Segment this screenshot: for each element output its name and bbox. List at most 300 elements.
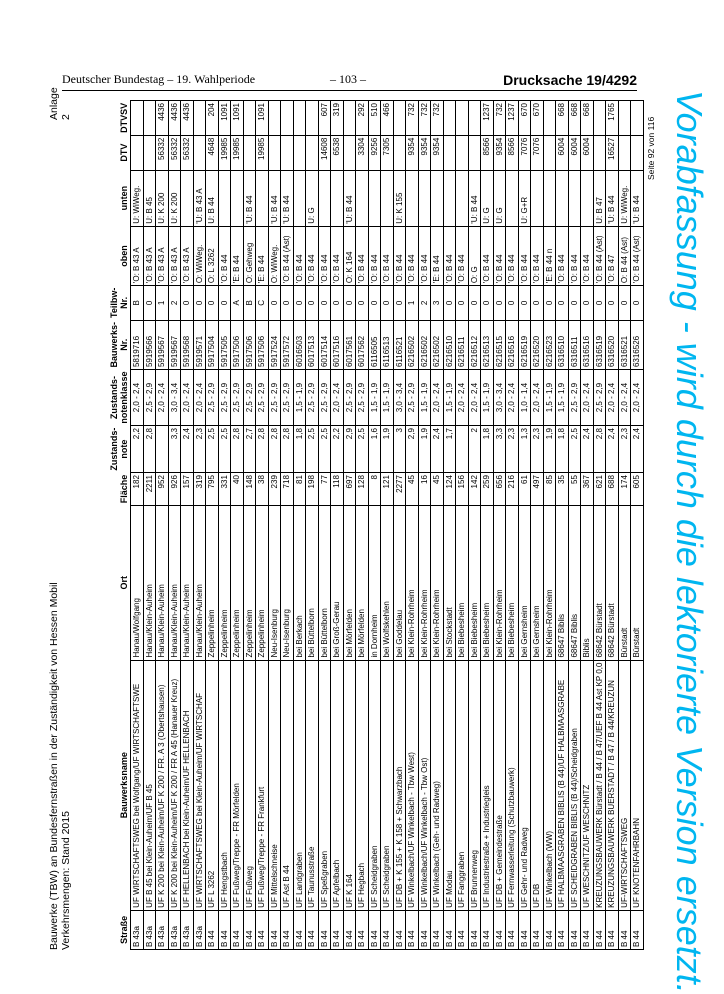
table-cell: 'O: B 44 xyxy=(506,226,519,285)
table-cell: 6216520 xyxy=(531,320,544,370)
table-cell: 331 xyxy=(218,473,231,506)
table-cell: B 44 xyxy=(243,910,256,949)
table-cell: UF HALBMAASGRABEN BIBLIS (B 44)/UF HALBMAASGRABE xyxy=(556,660,569,910)
header-drucksache-label: Drucksache xyxy=(503,72,587,88)
table-cell: 3,0 - 3,4 xyxy=(168,370,181,426)
table-cell: UF Scheidgraben xyxy=(368,660,381,910)
table-cell: 0 xyxy=(443,286,456,320)
table-cell: 0 xyxy=(343,286,356,320)
table-cell: 4436 xyxy=(181,101,194,136)
table-row xyxy=(331,101,344,950)
table-cell: UF Fußweg xyxy=(243,660,256,910)
table-cell xyxy=(268,135,281,170)
table-cell: 952 xyxy=(156,473,169,506)
table-cell xyxy=(381,170,394,226)
table-cell: 2,3 xyxy=(506,426,519,473)
table-cell xyxy=(243,101,256,136)
table-cell: 319 xyxy=(193,473,206,506)
table-cell: 'U: B 44 xyxy=(606,170,619,226)
table-cell: 9256 xyxy=(368,135,381,170)
table-cell: 'O: B 44 xyxy=(393,226,406,285)
table-cell: 2,0 - 2,4 xyxy=(631,370,644,426)
table-cell: 182 xyxy=(131,473,144,506)
table-cell: 1,7 xyxy=(443,426,456,473)
table-cell: 5917504 xyxy=(206,320,219,370)
table-cell: O: Gehweg xyxy=(243,226,256,285)
table-cell: bei Klein-Rohrheim xyxy=(431,505,444,660)
table-cell: UF K 164 xyxy=(343,660,356,910)
table-cell: 'O: B 44 xyxy=(318,226,331,285)
table-cell: 56332 xyxy=(181,135,194,170)
table-cell: 3304 xyxy=(356,135,369,170)
column-header: Zustands-note xyxy=(109,427,129,471)
table-cell: 2,4 xyxy=(606,426,619,473)
table-cell: 2,2 xyxy=(331,426,344,473)
table-cell: Bürstadt xyxy=(618,505,631,660)
table-row xyxy=(518,101,531,950)
table-cell: 'U: B 44 xyxy=(268,170,281,226)
table-cell xyxy=(293,170,306,226)
table-row xyxy=(556,101,569,950)
table-cell: UF L 3262 xyxy=(206,660,219,910)
table-cell: 0 xyxy=(568,286,581,320)
table-cell: 'O: B 43 A xyxy=(143,226,156,285)
anlage-label: Anlage 2 xyxy=(48,87,72,120)
table-cell xyxy=(193,135,206,170)
table-cell: B xyxy=(131,286,144,320)
table-cell: U: G xyxy=(306,170,319,226)
table-cell: 6538 xyxy=(331,135,344,170)
table-cell xyxy=(331,170,344,226)
table-cell: UF KNOTENFAHRBAHN xyxy=(631,660,644,910)
table-cell: bei Berkach xyxy=(293,505,306,660)
table-cell: 0 xyxy=(468,286,481,320)
watermark xyxy=(664,90,724,994)
table-cell: 'E: B 44 xyxy=(256,226,269,285)
table-cell: 466 xyxy=(381,101,394,136)
table-cell: UF Mittelschneise xyxy=(268,660,281,910)
table-row xyxy=(281,101,294,950)
table-cell: 0 xyxy=(506,286,519,320)
table-cell: 2,5 - 2,9 xyxy=(356,370,369,426)
table-cell: 'O: B 44 xyxy=(368,226,381,285)
table-cell: 668 xyxy=(556,101,569,136)
table-cell: 670 xyxy=(518,101,531,136)
table-cell: 2,8 xyxy=(256,426,269,473)
table-cell: B 44 xyxy=(493,910,506,949)
table-cell: 2,0 - 2,4 xyxy=(131,370,144,426)
table-cell: 0 xyxy=(306,286,319,320)
table-cell: KREUZUNGSBAUWERK BUERSTADT / B 47 / B 44/KREUZUN xyxy=(606,660,619,910)
table-cell: 2,0 - 2,4 xyxy=(606,370,619,426)
table-cell xyxy=(243,135,256,170)
table-cell: 732 xyxy=(493,101,506,136)
column-header: Teilbw-Nr. xyxy=(109,287,129,319)
table-row xyxy=(431,101,444,950)
table-cell: 1,9 xyxy=(543,426,556,473)
table-cell: 1 xyxy=(406,286,419,320)
table-cell: B 44 xyxy=(443,910,456,949)
table-cell: U: K 155 xyxy=(393,170,406,226)
table-cell xyxy=(431,170,444,226)
table-cell xyxy=(193,101,206,136)
table-cell: B 44 xyxy=(556,910,569,949)
table-cell xyxy=(618,135,631,170)
table-cell: 16 xyxy=(418,473,431,506)
table-cell: 1,3 xyxy=(518,426,531,473)
table-cell xyxy=(543,101,556,136)
table-cell: 124 xyxy=(443,473,456,506)
bauwerke-table xyxy=(108,100,644,950)
table-cell: UF DB xyxy=(531,660,544,910)
table-cell xyxy=(456,170,469,226)
table-cell: bei Mörfelden xyxy=(343,505,356,660)
table-cell: 2,4 xyxy=(581,426,594,473)
table-cell: 77 xyxy=(318,473,331,506)
table-cell: 55 xyxy=(568,473,581,506)
table-row xyxy=(268,101,281,950)
table-cell: Hanau/Klein-Auheim xyxy=(156,505,169,660)
table-cell: 319 xyxy=(331,101,344,136)
table-cell: 1,9 xyxy=(418,426,431,473)
table-cell: 3,0 - 3,4 xyxy=(493,370,506,426)
table-cell: UF Winkelbach/UF Winkelbach - Tbw Ost) xyxy=(418,660,431,910)
table-cell: 16527 xyxy=(606,135,619,170)
table-cell xyxy=(568,170,581,226)
meta-line2: Verkehrsmengen: Stand 2015 xyxy=(60,811,72,950)
table-row xyxy=(443,101,456,950)
table-cell: 5919571 xyxy=(193,320,206,370)
table-cell: 'U: B 44 xyxy=(343,170,356,226)
table-cell: bei Klein-Rohrheim xyxy=(493,505,506,660)
table-cell: O: K 164 xyxy=(343,226,356,285)
table-cell xyxy=(131,101,144,136)
table-cell: 0 xyxy=(218,286,231,320)
table-cell: 2,0 - 2,4 xyxy=(531,370,544,426)
table-cell: 1,5 - 1,9 xyxy=(543,370,556,426)
table-cell: 2 xyxy=(468,426,481,473)
table-cell: 14608 xyxy=(318,135,331,170)
table-cell: B 44 xyxy=(531,910,544,949)
table-cell: UF Taunusstraße xyxy=(306,660,319,910)
table-cell: 2,8 xyxy=(143,426,156,473)
table-cell xyxy=(256,170,269,226)
table-cell: 6316520 xyxy=(606,320,619,370)
table-cell: UF WIRTSCHAFTSWEG bei Wolfgang/UF WIRTSCHAFTSWE xyxy=(131,660,144,910)
table-cell: 6316516 xyxy=(581,320,594,370)
table-cell: B 44 xyxy=(406,910,419,949)
table-cell: B 44 xyxy=(281,910,294,949)
table-cell: UF Fernwasserleitung (Schutzbauwerk) xyxy=(506,660,519,910)
table-cell: 3 xyxy=(393,426,406,473)
table-cell xyxy=(293,101,306,136)
rotated-page xyxy=(48,87,668,950)
table-cell: 'O: B 44 (Ast) xyxy=(281,226,294,285)
column-header: Zustands-notenklasse xyxy=(109,371,129,424)
table-cell: U: B 44 xyxy=(206,170,219,226)
table-cell: UF Modau xyxy=(443,660,456,910)
table-cell: 6316526 xyxy=(631,320,644,370)
table-cell: 1237 xyxy=(481,101,494,136)
table-cell: 0 xyxy=(456,286,469,320)
table-cell: B 44 xyxy=(381,910,394,949)
table-cell: 'E: B 44 xyxy=(231,226,244,285)
table-cell: B 44 xyxy=(618,910,631,949)
table-cell: 1,9 xyxy=(381,426,394,473)
table-cell: 6017516 xyxy=(331,320,344,370)
table-cell: B 44 xyxy=(231,910,244,949)
table-cell: B xyxy=(243,286,256,320)
table-cell: 2 xyxy=(168,286,181,320)
table-cell xyxy=(293,135,306,170)
table-cell: 0 xyxy=(268,286,281,320)
table-cell xyxy=(393,135,406,170)
table-cell: 'O: B 44 (Ast) xyxy=(593,226,606,285)
table-row xyxy=(231,101,244,950)
table-cell: 68642 Bürstadt xyxy=(593,505,606,660)
table-cell: 6216510 xyxy=(443,320,456,370)
table-cell: O: B 44 (Ast) xyxy=(618,226,631,285)
table-cell: 6316521 xyxy=(618,320,631,370)
table-cell: bei Biebesheim xyxy=(468,505,481,660)
table-cell: 148 xyxy=(243,473,256,506)
table-cell: B 44 xyxy=(218,910,231,949)
table-cell: 8566 xyxy=(481,135,494,170)
table-cell: UF Fußweg/Treppe - FR Mörfelden xyxy=(231,660,244,910)
table-cell: 0 xyxy=(631,286,644,320)
table-cell: bei Stockstadt xyxy=(443,505,456,660)
table-cell: bei Klein-Rohrheim xyxy=(418,505,431,660)
table-cell: 68647 Biblis xyxy=(556,505,569,660)
table-cell: 795 xyxy=(206,473,219,506)
table-cell: 2,0 - 2,4 xyxy=(468,370,481,426)
table-cell: 621 xyxy=(593,473,606,506)
table-row xyxy=(493,101,506,950)
table-cell: 157 xyxy=(181,473,194,506)
table-cell: B 44 xyxy=(568,910,581,949)
table-cell xyxy=(143,101,156,136)
table-cell: 6004 xyxy=(568,135,581,170)
table-cell: 0 xyxy=(493,286,506,320)
table-cell: 40 xyxy=(231,473,244,506)
table-cell: 'U: B 44 xyxy=(468,170,481,226)
table-cell: 2211 xyxy=(143,473,156,506)
table-cell: B 44 xyxy=(431,910,444,949)
table-cell: B 44 xyxy=(518,910,531,949)
table-cell: 6016503 xyxy=(293,320,306,370)
table-cell xyxy=(281,101,294,136)
table-cell: B 44 xyxy=(343,910,356,949)
table-cell: 1,5 - 1,9 xyxy=(443,370,456,426)
table-cell xyxy=(581,170,594,226)
table-cell: B 43a xyxy=(131,910,144,949)
table-cell: bei Wolfskehlen xyxy=(381,505,394,660)
table-cell: B 44 xyxy=(581,910,594,949)
header-page-number: – 103 – xyxy=(330,72,366,86)
table-cell xyxy=(468,101,481,136)
table-cell: UF Winkelbach (WW) xyxy=(543,660,556,910)
table-cell: 81 xyxy=(293,473,306,506)
table-cell: 2,4 xyxy=(631,426,644,473)
table-cell xyxy=(181,170,194,226)
table-cell: UF Winkelbach/UF Winkelbach - Tbw West) xyxy=(406,660,419,910)
table-cell: 259 xyxy=(481,473,494,506)
table-cell xyxy=(131,135,144,170)
column-header: Bauwerksname xyxy=(119,752,129,819)
table-cell: 'O: B 44 xyxy=(331,226,344,285)
table-cell: bei Mörfelden xyxy=(356,505,369,660)
table-cell: 1,5 - 1,9 xyxy=(556,370,569,426)
table-cell: 1,0 - 1,4 xyxy=(518,370,531,426)
table-cell: 'U: B 43 A xyxy=(193,170,206,226)
table-cell: UF HELLENBACH bei Klein-Auheim/UF HELLENBACH xyxy=(181,660,194,910)
table-cell: 2,5 - 2,9 xyxy=(568,370,581,426)
table-cell xyxy=(306,101,319,136)
table-cell: UF Apfelbach xyxy=(331,660,344,910)
table-cell: bei Klein-Rohrheim xyxy=(543,505,556,660)
table-cell: 1,5 - 1,9 xyxy=(381,370,394,426)
table-cell: 6017514 xyxy=(318,320,331,370)
table-cell: 216 xyxy=(506,473,519,506)
table-cell: 5919567 xyxy=(156,320,169,370)
table-cell: 0 xyxy=(393,286,406,320)
table-cell: B 44 xyxy=(543,910,556,949)
table-cell: 2,4 xyxy=(181,426,194,473)
table-cell: 670 xyxy=(531,101,544,136)
table-cell: 'O: B 43 A xyxy=(156,226,169,285)
table-cell: 35 xyxy=(556,473,569,506)
table-cell: 0 xyxy=(618,286,631,320)
table-cell: A xyxy=(231,286,244,320)
table-header-row xyxy=(108,101,131,950)
table-cell: UF Hengstbach xyxy=(218,660,231,910)
table-cell: U: G+R xyxy=(518,170,531,226)
table-meta xyxy=(48,582,72,950)
table-row xyxy=(468,101,481,950)
column-header: Bauwerks-Nr. xyxy=(109,322,129,368)
table-cell: 4648 xyxy=(206,135,219,170)
table-cell: 0 xyxy=(531,286,544,320)
table-cell: Neu-Isenburg xyxy=(268,505,281,660)
table-cell: 2,9 xyxy=(343,426,356,473)
column-header: unten xyxy=(119,185,129,211)
table-cell: 'O: B 47 xyxy=(606,226,619,285)
table-cell: 7305 xyxy=(381,135,394,170)
table-cell: 2,5 - 2,9 xyxy=(206,370,219,426)
table-cell: 3,0 - 3,4 xyxy=(393,370,406,426)
table-cell: 3,3 xyxy=(168,426,181,473)
table-cell: 2 xyxy=(418,286,431,320)
table-cell: 'O: B 44 xyxy=(406,226,419,285)
table-cell: bei Gernsheim xyxy=(531,505,544,660)
table-cell: 292 xyxy=(356,101,369,136)
table-cell: 2277 xyxy=(393,473,406,506)
table-row xyxy=(368,101,381,950)
table-cell: U: K 200 xyxy=(168,170,181,226)
table-cell: B 44 xyxy=(268,910,281,949)
table-cell: 'O: B 43 A xyxy=(131,226,144,285)
table-row xyxy=(193,101,206,950)
table-cell: 668 xyxy=(581,101,594,136)
table-cell: 56332 xyxy=(168,135,181,170)
table-cell: U: WiWeg. xyxy=(131,170,144,226)
table-cell xyxy=(593,135,606,170)
column-header: DTVSV xyxy=(119,102,129,133)
table-cell: U: B 47 xyxy=(593,170,606,226)
table-cell: 19985 xyxy=(256,135,269,170)
table-cell: B 43a xyxy=(181,910,194,949)
table-cell: 2,5 xyxy=(318,426,331,473)
table-cell: UF DB + K 155 + K 158 + Schwarzbach xyxy=(393,660,406,910)
table-cell: 204 xyxy=(206,101,219,136)
table-cell: 0 xyxy=(381,286,394,320)
table-cell: Hanau/Klein-Auheim xyxy=(168,505,181,660)
table-cell: 5919567 xyxy=(168,320,181,370)
table-cell: 156 xyxy=(456,473,469,506)
table-cell: UF Ast B 44 xyxy=(281,660,294,910)
table-row xyxy=(181,101,194,950)
table-cell: UF Landgraben xyxy=(293,660,306,910)
table-cell: 'O: B 44 xyxy=(293,226,306,285)
table-cell xyxy=(368,170,381,226)
table-cell: 497 xyxy=(531,473,544,506)
table-cell xyxy=(306,135,319,170)
table-cell: 0 xyxy=(518,286,531,320)
table-cell: 2,5 xyxy=(306,426,319,473)
table-cell: C xyxy=(256,286,269,320)
table-cell: 6216513 xyxy=(481,320,494,370)
table-cell: 2,5 - 2,9 xyxy=(593,370,606,426)
table-cell: 2,0 - 2,4 xyxy=(331,370,344,426)
table-cell: 118 xyxy=(331,473,344,506)
table-row xyxy=(406,101,419,950)
table-cell: 5917572 xyxy=(281,320,294,370)
table-cell: 121 xyxy=(381,473,394,506)
table-cell: B 44 xyxy=(506,910,519,949)
table-cell: Zeppelinheim xyxy=(243,505,256,660)
table-cell: 'O: B 44 xyxy=(493,226,506,285)
table-cell: 'O: B 44 xyxy=(556,226,569,285)
table-cell: 2,0 - 2,4 xyxy=(456,370,469,426)
table-row xyxy=(456,101,469,950)
table-cell: 6216502 xyxy=(431,320,444,370)
table-cell: 2,3 xyxy=(531,426,544,473)
table-cell: 2,5 - 2,9 xyxy=(281,370,294,426)
table-cell: 926 xyxy=(168,473,181,506)
table-cell: 2,9 xyxy=(406,426,419,473)
table-cell: 4436 xyxy=(156,101,169,136)
table-cell: 2,5 - 2,9 xyxy=(218,370,231,426)
table-row xyxy=(568,101,581,950)
table-cell: O: WiWeg. xyxy=(193,226,206,285)
table-cell: 'O: B 44 xyxy=(418,226,431,285)
table-cell: B 44 xyxy=(206,910,219,949)
table-cell: B 43a xyxy=(168,910,181,949)
table-cell: 1237 xyxy=(506,101,519,136)
table-cell: 2,5 xyxy=(206,426,219,473)
table-cell xyxy=(456,426,469,473)
table-cell: 0 xyxy=(368,286,381,320)
table-cell: 2,0 - 2,4 xyxy=(156,370,169,426)
table-cell: 128 xyxy=(356,473,369,506)
table-cell: 1,5 - 1,9 xyxy=(368,370,381,426)
table-cell: Zeppelinheim xyxy=(231,505,244,660)
table-cell: 'U: B 44 xyxy=(631,170,644,226)
table-row xyxy=(418,101,431,950)
table-cell: 19985 xyxy=(218,135,231,170)
table-cell: 85 xyxy=(543,473,556,506)
table-cell: 2,0 - 2,4 xyxy=(506,370,519,426)
